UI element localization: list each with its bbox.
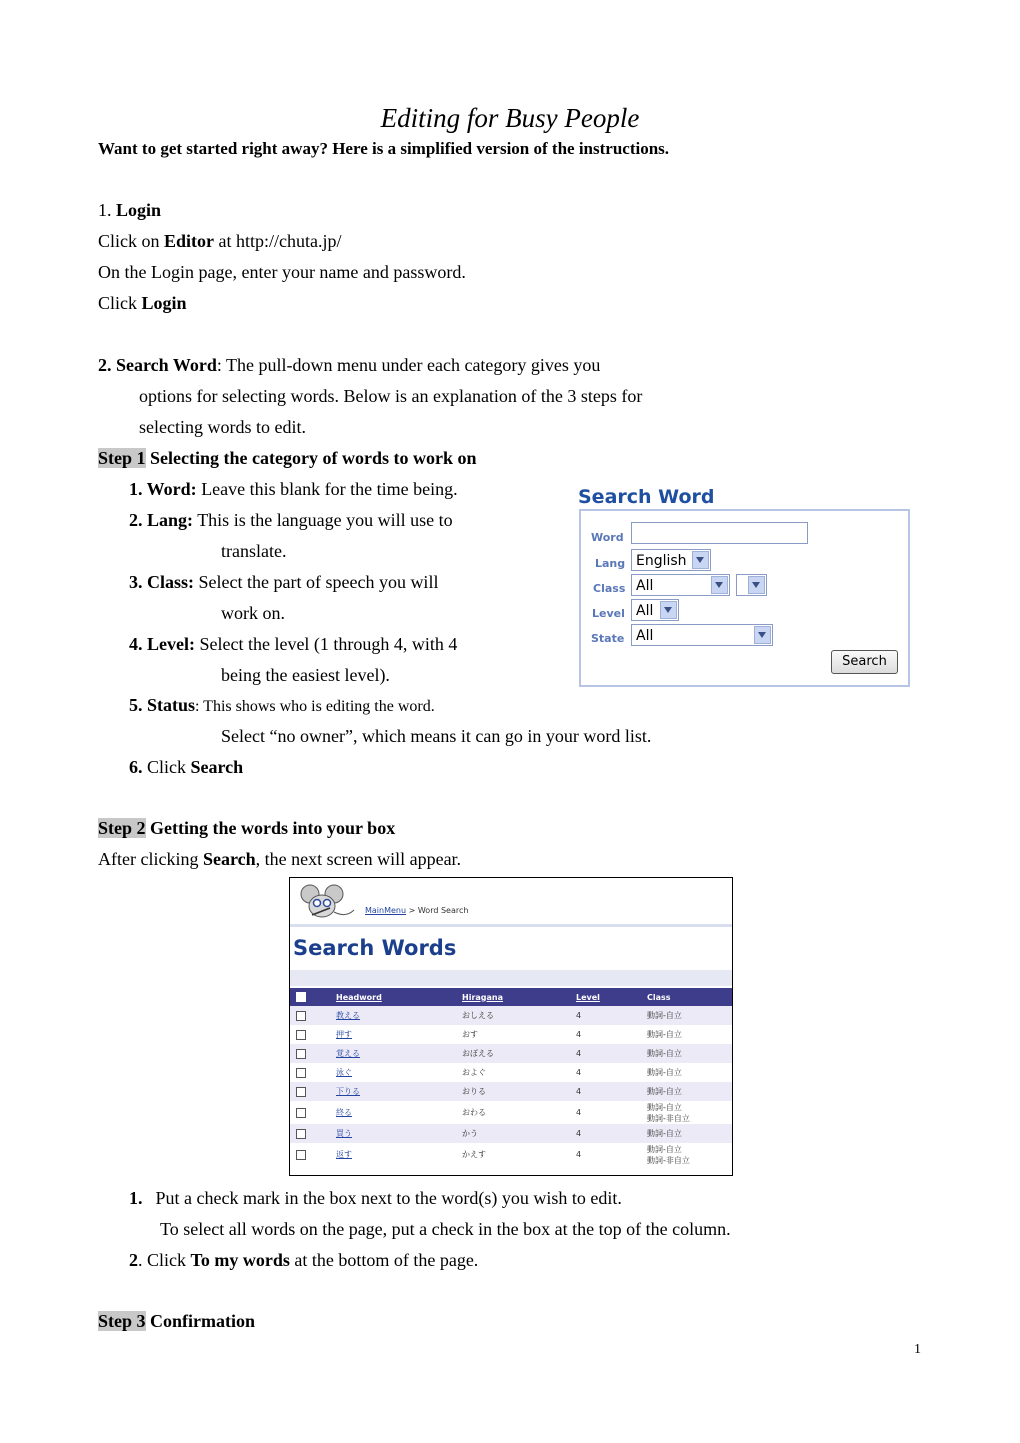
lang-value: English: [636, 553, 687, 569]
step1-item-word: 1. Word: Leave this blank for the time being.: [129, 479, 458, 499]
level-cell: 4: [576, 1044, 647, 1063]
hiragana-cell: かう: [462, 1124, 576, 1143]
results-table: [290, 988, 732, 1166]
headword-link[interactable]: 下りる: [336, 1087, 360, 1096]
col-level[interactable]: Level: [576, 988, 647, 1006]
step1-item-lang: 2. Lang: This is the language you will use to: [129, 510, 453, 530]
search-line-2: options for selecting words. Below is an explanation of the 3 steps for: [139, 386, 643, 406]
class-cell: 動詞-自立 動詞-非自立: [647, 1144, 690, 1165]
hiragana-cell: おす: [462, 1030, 478, 1039]
step1-item-lang-cont: translate.: [221, 541, 287, 561]
row-checkbox[interactable]: [296, 1108, 306, 1118]
class-cell: 動詞-自立: [647, 1006, 732, 1025]
step1-item-class: 3. Class: Select the part of speech you will: [129, 572, 439, 592]
class-cell: 動詞-自立: [647, 1082, 732, 1101]
class-cell: 動詞-自立: [647, 1068, 682, 1077]
step2-item-2: 2. Click To my words at the bottom of the page.: [129, 1250, 479, 1270]
row-checkbox[interactable]: [296, 1129, 306, 1139]
level-cell: 4: [576, 1006, 647, 1025]
step1-item-click: 6. Click Search: [129, 757, 244, 777]
table-row: [290, 1082, 732, 1101]
step2-line: After clicking Search, the next screen will appear.: [98, 849, 462, 869]
table-row: [290, 1124, 732, 1143]
select-all-checkbox[interactable]: [296, 992, 306, 1002]
headword-link[interactable]: 終る: [336, 1108, 352, 1117]
level-cell: 4: [576, 1068, 582, 1077]
step1-item-status: 5. Status: This shows who is editing the word.: [129, 695, 435, 715]
row-checkbox[interactable]: [296, 1030, 306, 1040]
hiragana-cell: かえす: [462, 1150, 486, 1159]
word-label: Word: [591, 531, 624, 544]
class-label: Class: [593, 582, 626, 595]
login-line-3: Click Login: [98, 293, 187, 313]
class-value: All: [636, 578, 654, 594]
chevron-down-icon: [660, 601, 677, 619]
level-cell: 4: [576, 1150, 582, 1159]
search-word-panel: [579, 509, 910, 687]
class-cell: 動詞-自立: [647, 1044, 732, 1063]
screenshot-header: [290, 878, 732, 927]
page-number: 1: [914, 1342, 921, 1357]
step2-item-1-cont: To select all words on the page, put a check in the box at the top of the column.: [160, 1219, 731, 1239]
class-cell: 動詞-自立: [647, 1124, 732, 1143]
hiragana-cell: おわる: [462, 1108, 486, 1117]
row-checkbox[interactable]: [296, 1068, 306, 1078]
page-title: Editing for Busy People: [380, 103, 640, 133]
class-select[interactable]: [631, 574, 730, 596]
step2-item-1: 1. Put a check mark in the box next to the word(s) you wish to edit.: [129, 1188, 622, 1208]
step1-item-level: 4. Level: Select the level (1 through 4, with 4: [129, 634, 458, 654]
subclass-select[interactable]: [736, 574, 767, 596]
headword-link[interactable]: 覚える: [336, 1049, 360, 1058]
level-cell: 4: [576, 1030, 582, 1039]
login-line-1: Click on Editor at http://chuta.jp/: [98, 231, 342, 251]
login-heading: 1. Login: [98, 200, 162, 220]
word-input[interactable]: [631, 522, 808, 544]
col-hiragana[interactable]: Hiragana: [462, 988, 576, 1006]
table-row: [290, 1044, 732, 1063]
login-line-2: On the Login page, enter your name and password.: [98, 262, 466, 282]
col-headword[interactable]: Headword: [336, 988, 462, 1006]
breadcrumb-mainmenu-link[interactable]: MainMenu: [365, 906, 407, 915]
headword-link[interactable]: 返す: [336, 1150, 352, 1159]
search-button[interactable]: Search: [831, 650, 898, 674]
headword-link[interactable]: 押す: [336, 1030, 352, 1039]
level-cell: 4: [576, 1108, 582, 1117]
search-line-3: selecting words to edit.: [139, 417, 306, 437]
step1-item-level-cont: being the easiest level).: [221, 665, 390, 685]
headword-link[interactable]: 教える: [336, 1011, 360, 1020]
chevron-down-icon: [711, 576, 728, 594]
state-label: State: [591, 632, 625, 645]
headword-link[interactable]: 買う: [336, 1129, 352, 1138]
lang-label: Lang: [595, 557, 626, 570]
row-checkbox[interactable]: [296, 1049, 306, 1059]
level-select[interactable]: [631, 599, 679, 621]
level-cell: 4: [576, 1082, 647, 1101]
level-value: All: [636, 603, 654, 619]
step2-heading: Step 2 Getting the words into your box: [98, 818, 396, 838]
chevron-down-icon: [692, 551, 709, 569]
row-checkbox[interactable]: [296, 1011, 306, 1021]
row-checkbox[interactable]: [296, 1087, 306, 1097]
title-divider: [290, 970, 732, 986]
breadcrumb: MainMenu > Word Search: [365, 906, 469, 915]
state-select[interactable]: [631, 624, 773, 646]
hiragana-cell: おしえる: [462, 1006, 576, 1025]
class-cell: 動詞-自立: [647, 1030, 682, 1039]
mouse-mascot-icon: [296, 882, 358, 920]
hiragana-cell: おりる: [462, 1082, 576, 1101]
table-row: [290, 1063, 732, 1082]
lang-select[interactable]: [631, 549, 711, 571]
chevron-down-icon: [754, 626, 771, 644]
hiragana-cell: おぼえる: [462, 1044, 576, 1063]
search-heading: 2. Search Word: The pull-down menu under each category gives you: [98, 355, 601, 375]
row-checkbox[interactable]: [296, 1150, 306, 1160]
state-value: All: [636, 628, 654, 644]
step1-heading: Step 1 Selecting the category of words to work on: [98, 448, 477, 468]
subtitle: Want to get started right away? Here is a simplified version of the instructions.: [98, 139, 670, 158]
step1-item-class-cont: work on.: [221, 603, 285, 623]
level-cell: 4: [576, 1124, 647, 1143]
table-row: [290, 1025, 732, 1044]
step1-item-status-cont: Select “no owner”, which means it can go in your word list.: [221, 726, 652, 746]
search-word-panel-title: Search Word: [578, 486, 715, 508]
table-row: [290, 1101, 732, 1124]
col-class: Class: [647, 988, 732, 1006]
class-cell: 動詞-自立 動詞-非自立: [647, 1102, 690, 1123]
search-words-title: Search Words: [293, 936, 457, 960]
level-label: Level: [592, 607, 625, 620]
chevron-down-icon: [748, 576, 765, 594]
hiragana-cell: およぐ: [462, 1068, 486, 1077]
search-words-screenshot: [289, 877, 733, 1176]
step3-heading: Step 3 Confirmation: [98, 1311, 256, 1331]
table-row: [290, 1006, 732, 1025]
headword-link[interactable]: 泳ぐ: [336, 1068, 352, 1077]
table-row: [290, 1143, 732, 1166]
